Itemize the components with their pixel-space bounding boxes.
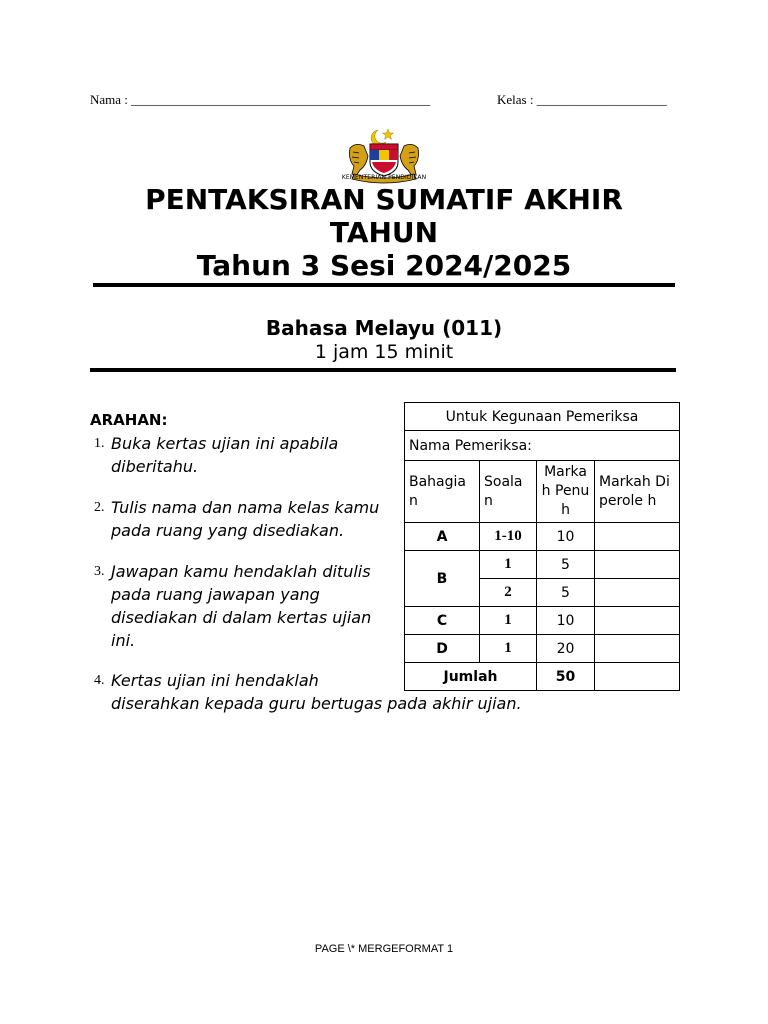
divider-rule <box>90 368 676 372</box>
cell-markah-penuh: 5 <box>537 579 595 607</box>
cell-markah-penuh: 20 <box>537 635 595 663</box>
crest-star <box>383 129 394 139</box>
cell-markah-diperoleh[interactable] <box>595 523 680 551</box>
title-line-1: PENTAKSIRAN SUMATIF AKHIR <box>145 183 623 216</box>
table-row <box>405 635 680 663</box>
kelas-field-label: Kelas : ____________________ <box>497 92 667 107</box>
instruction-line: Buka kertas ujian ini apabila <box>111 434 339 453</box>
page-footer: PAGE \* MERGEFORMAT 1 <box>314 943 454 955</box>
instruction-line: Tulis nama dan nama kelas kamu <box>111 498 380 517</box>
instruction-line: Kertas ujian ini hendaklah <box>111 671 319 690</box>
cell-markah-penuh: 10 <box>537 607 595 635</box>
crest-caption: KEMENTERIAN PENDIDIKAN <box>341 174 427 181</box>
instructions-heading: ARAHAN: <box>90 411 168 429</box>
exam-duration: 1 jam 15 minit <box>314 341 454 363</box>
total-markah-diperoleh[interactable] <box>595 663 680 691</box>
cell-markah-diperoleh[interactable] <box>595 579 680 607</box>
total-label: Jumlah <box>405 663 537 691</box>
title-line-3: Tahun 3 Sesi 2024/2025 <box>196 249 572 282</box>
header-markah-diperoleh: Markah Diperole h <box>595 461 680 523</box>
instruction-line: disediakan di dalam kertas ujian <box>111 608 372 627</box>
table-row <box>405 551 680 579</box>
total-markah-penuh: 50 <box>537 663 595 691</box>
instruction-line: pada ruang yang disediakan. <box>111 521 345 540</box>
cell-soalan: 1 <box>480 635 537 663</box>
header-bahagian: Bahagia n <box>405 461 480 523</box>
instruction-line: Jawapan kamu hendaklah ditulis <box>111 562 371 581</box>
header-soalan: Soala n <box>480 461 537 523</box>
cell-bahagian: A <box>405 523 480 551</box>
nama-field-label: Nama : ______________________________________________ <box>90 92 431 107</box>
examiner-table-title: Untuk Kegunaan Pemeriksa <box>405 403 680 431</box>
examiner-name-field[interactable]: Nama Pemeriksa: <box>405 431 680 461</box>
cell-soalan: 1 <box>480 607 537 635</box>
instruction-number: 3. <box>94 564 105 579</box>
table-row-total <box>405 663 680 691</box>
header-markah-penuh: Marka h Penuh <box>537 461 595 523</box>
instruction-line: pada ruang jawapan yang <box>111 585 320 604</box>
cell-markah-penuh: 10 <box>537 523 595 551</box>
cell-bahagian: B <box>405 551 480 607</box>
crest-right-tiger <box>400 144 419 176</box>
instruction-number: 4. <box>94 673 105 688</box>
cell-soalan: 1 <box>480 551 537 579</box>
cell-markah-penuh: 5 <box>537 551 595 579</box>
table-row <box>405 607 680 635</box>
cell-markah-diperoleh[interactable] <box>595 635 680 663</box>
cell-bahagian: C <box>405 607 480 635</box>
crest-left-tiger <box>350 144 369 176</box>
cell-markah-diperoleh[interactable] <box>595 607 680 635</box>
cell-bahagian: D <box>405 635 480 663</box>
instruction-number: 2. <box>94 500 105 515</box>
page-title <box>90 183 678 282</box>
cell-soalan: 1-10 <box>480 523 537 551</box>
title-line-2: TAHUN <box>329 216 439 249</box>
instruction-line: diberitahu. <box>111 457 199 476</box>
table-row <box>405 523 680 551</box>
cell-markah-diperoleh[interactable] <box>595 551 680 579</box>
instruction-line: ini. <box>111 631 136 650</box>
cell-soalan: 2 <box>480 579 537 607</box>
instruction-number: 1. <box>94 436 105 451</box>
instruction-line: diserahkan kepada guru bertugas pada akhir ujian. <box>111 694 522 713</box>
subject-name: Bahasa Melayu (011) <box>265 316 503 340</box>
divider-rule <box>93 283 675 287</box>
examiner-table <box>404 402 680 691</box>
